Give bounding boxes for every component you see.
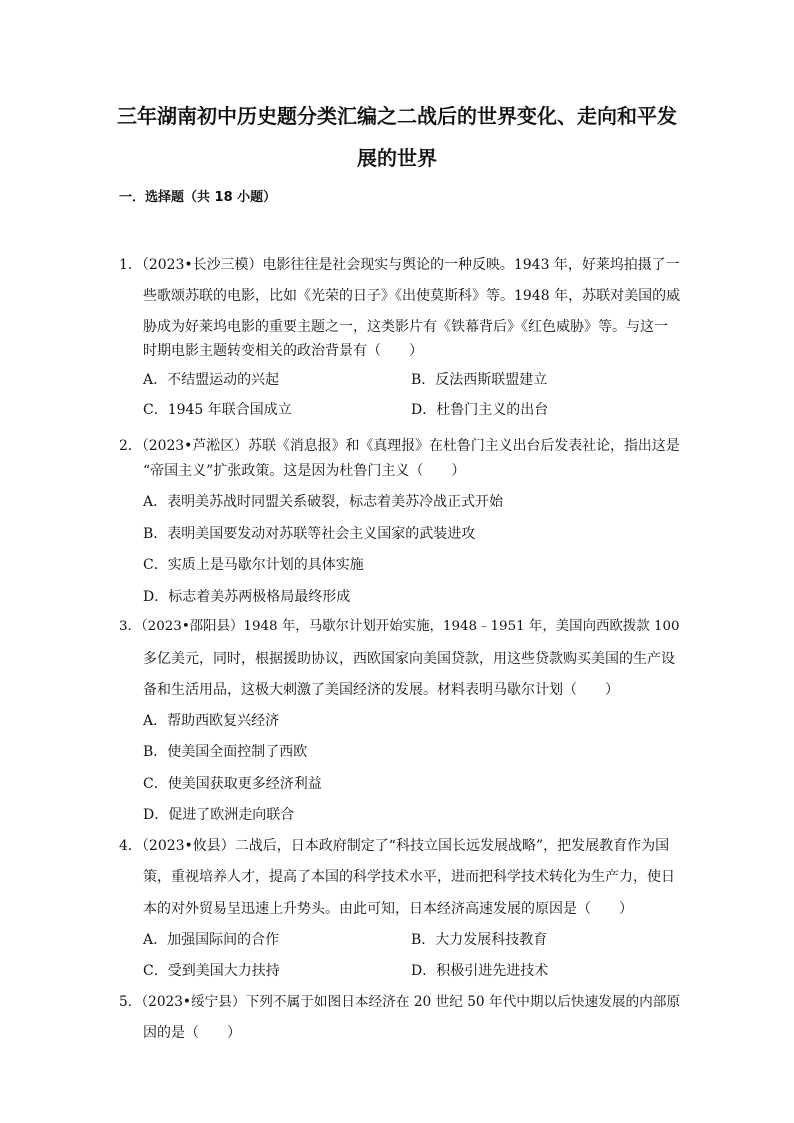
question-4-option-d: D．积极引进先进技术 bbox=[411, 963, 549, 979]
question-2-option-c: C．实质上是马歇尔计划的具体实施 bbox=[143, 557, 364, 573]
question-4-line-1: 4．（2023•攸县）二战后，日本政府制定了“科技立国长远发展战略”，把发展教育作为国 bbox=[119, 838, 670, 854]
question-4-option-a: A．加强国际间的合作 bbox=[143, 932, 280, 948]
question-5-line-1: 5．（2023•绥宁县）下列不属于如图日本经济在 20 世纪 50 年代中期以后快速发展的内部原 bbox=[119, 994, 681, 1010]
question-3-option-c: C．使美国获取更多经济利益 bbox=[143, 776, 322, 792]
question-3-option-b: B．使美国全面控制了西欧 bbox=[143, 744, 308, 760]
question-1-option-a: A．不结盟运动的兴起 bbox=[143, 372, 280, 388]
question-3-option-d: D．促进了欧洲走向联合 bbox=[143, 807, 295, 823]
question-1-line-4: 时期电影主题转变相关的政治背景有（ ） bbox=[143, 343, 423, 359]
question-1-line-1: 1．（2023•长沙三模）电影往往是社会现实与舆论的一种反映。1943 年，好莱坞拍摄了一 bbox=[119, 257, 680, 273]
question-4-option-b: B．大力发展科技教育 bbox=[411, 932, 548, 948]
section-heading: 一．选择题（共 18 小题） bbox=[119, 190, 277, 205]
question-4-line-3: 本的对外贸易呈迅速上升势头。由此可知，日本经济高速发展的原因是（ ） bbox=[143, 901, 633, 917]
question-1-option-d: D．杜鲁门主义的出台 bbox=[411, 402, 549, 418]
question-5-line-2: 因的是（ ） bbox=[143, 1025, 241, 1041]
question-1-line-3: 胁成为好莱坞电影的重要主题之一，这类影片有《铁幕背后》《红色威胁》等。与这一 bbox=[143, 319, 668, 335]
question-3-line-3: 备和生活用品，这极大刺激了美国经济的发展。材料表明马歇尔计划（ ） bbox=[143, 682, 619, 698]
question-1-option-b: B．反法西斯联盟建立 bbox=[411, 372, 548, 388]
question-2-line-1: 2．（2023•芦淞区）苏联《消息报》和《真理报》在杜鲁门主义出台后发表社论，指出这是 bbox=[119, 438, 680, 454]
question-3-line-2: 多亿美元，同时，根据援助协议，西欧国家向美国贷款，用这些贷款购买美国的生产设 bbox=[143, 651, 675, 667]
question-2-line-2: “帝国主义”扩张政策。这是因为杜鲁门主义（ ） bbox=[143, 463, 466, 479]
question-2-option-d: D．标志着美苏两极格局最终形成 bbox=[143, 589, 351, 605]
question-3-option-a: A．帮助西欧复兴经济 bbox=[143, 713, 280, 729]
question-1-option-c: C．1945 年联合国成立 bbox=[143, 402, 292, 418]
question-2-option-b: B．表明美国要发动对苏联等社会主义国家的武装进攻 bbox=[143, 526, 476, 542]
question-1-line-2: 些歌颂苏联的电影，比如《光荣的日子》《出使莫斯科》等。1948 年，苏联对美国的威 bbox=[143, 288, 681, 304]
document-title-line-1: 三年湖南初中历史题分类汇编之二战后的世界变化、走向和平发 bbox=[117, 104, 677, 128]
question-4-option-c: C．受到美国大力扶持 bbox=[143, 963, 280, 979]
question-3-line-1: 3．（2023•邵阳县）1948 年，马歇尔计划开始实施，1948﹣1951 年，美国向西欧拨款 100 bbox=[119, 619, 680, 634]
question-2-option-a: A．表明美苏战时同盟关系破裂，标志着美苏冷战正式开始 bbox=[143, 494, 504, 510]
document-title-line-2: 展的世界 bbox=[357, 146, 437, 170]
question-4-line-2: 策，重视培养人才，提高了本国的科学技术水平，进而把科学技术转化为生产力，使日 bbox=[143, 869, 675, 885]
